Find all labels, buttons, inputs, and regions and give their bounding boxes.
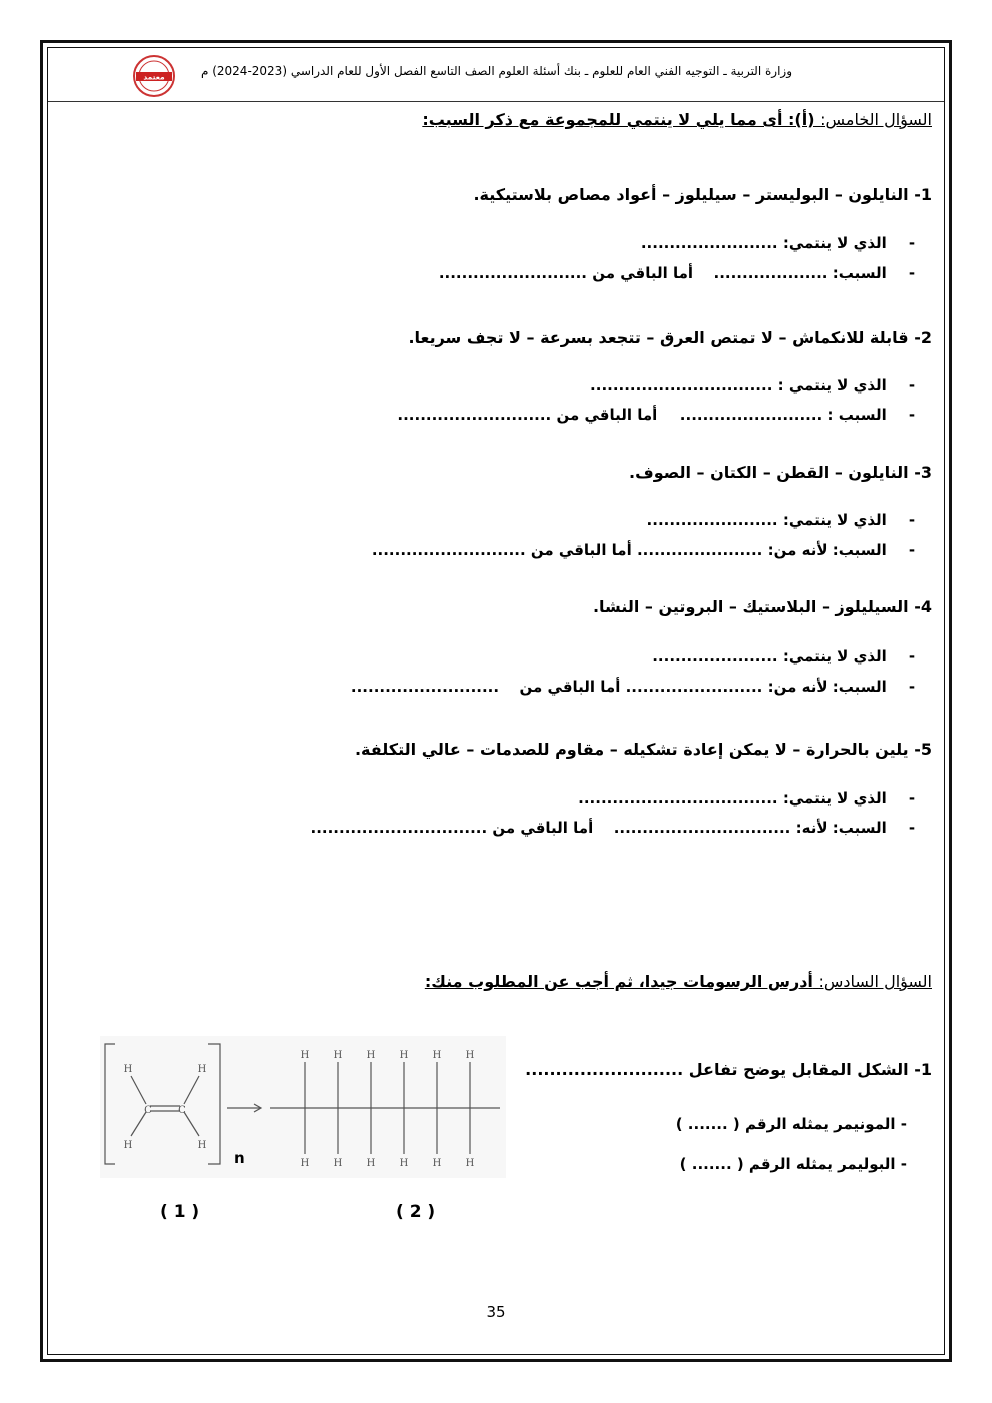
q5-item-4-answer-line: - الذي لا ينتمي: ...................... [652,647,916,665]
q5-item-3-line1-label: الذي لا ينتمي: [782,511,887,529]
q6-item-1-blank[interactable]: .......................... [525,1060,684,1079]
q5-item-3-line2-blank[interactable]: ...................... [636,541,763,559]
q6-title-lead: السؤال السادس: [818,972,932,991]
atom-h: H [123,1064,133,1075]
q5-item-1-line2-label: السبب: [832,264,887,282]
atom-c: C [178,1105,186,1116]
q5-item-3-line2-rest: أما الباقي من [530,541,632,559]
q5-item-1-line1-blank[interactable]: ........................ [640,234,778,252]
bond-c1-h1 [131,1076,146,1104]
q5-item-3-answer-line: - الذي لا ينتمي: ....................... [646,511,916,529]
atom-h: H [333,1050,343,1061]
atom-h: H [432,1050,442,1061]
q5-item-1-line2-blank2[interactable]: .......................... [438,264,587,282]
polymerization-diagram [100,1036,506,1178]
q5-item-2-answer-line: - الذي لا ينتمي : ................................ [590,376,916,394]
q5-item-2-line2-rest: أما الباقي من [556,406,658,424]
atom-h: H [399,1158,409,1169]
q5-item-3: 3- النايلون – القطن – الكتان – الصوف. [629,463,932,482]
q6-polymer-line: - البوليمر يمثله الرقم ( ....... ) [679,1155,907,1173]
q5-item-5-line2-blank2[interactable]: ............................... [310,819,488,837]
atom-h: H [197,1140,207,1151]
q5-title-lead: السؤال الخامس: [820,110,932,129]
atom-h: H [399,1050,409,1061]
q6-item-1-text: 1- الشكل المقابل يوضح تفاعل [688,1060,932,1079]
q6-title [425,972,932,991]
q5-item-2-line2-label: السبب : [827,406,887,424]
q6-title-rest: أدرس الرسومات جيدا، ثم أجب عن المطلوب منك: [424,972,813,991]
atom-h: H [300,1158,310,1169]
atom-c: C [144,1105,152,1116]
approval-seal-icon [132,54,176,98]
q5-title [422,110,932,129]
bond-c2-h2 [184,1112,199,1136]
figure-1-caption: ( 1 ) [160,1202,200,1222]
q5-item-1-answer-line: - الذي لا ينتمي: ........................ [640,234,916,252]
q5-item-4-line1-blank[interactable]: ...................... [652,647,778,665]
q5-item-4-line1-label: الذي لا ينتمي: [782,647,887,665]
q5-item-5-answer-line: - الذي لا ينتمي: ................................... [578,789,916,807]
q5-item-3-line2-label: السبب: لأنه من: [767,541,887,559]
q5-item-4-line2-blank[interactable]: ........................ [625,678,763,696]
q5-item-5: 5- يلين بالحرارة – لا يمكن إعادة تشكيله – مقاوم للصدمات – عالي التكلفة. [354,740,932,759]
q5-item-4: 4- السيليلوز – البلاستيك – البروتين – النشا. [592,597,932,616]
q5-item-1-line1-label: الذي لا ينتمي: [782,234,887,252]
atom-h: H [197,1064,207,1075]
page-number: 35 [486,1303,506,1321]
atom-h: H [333,1158,343,1169]
atom-h: H [366,1158,376,1169]
seal-text: معتمد [143,72,165,82]
q5-item-2-line1-blank[interactable]: ................................ [590,376,773,394]
bond-c2-h1 [184,1076,199,1104]
q5-item-3-line1-blank[interactable]: ....................... [646,511,778,529]
q5-item-2: 2- قابلة للانكماش – لا تمتص العرق – تتجعد بسرعة – لا تجف سريعا. [408,328,932,347]
q5-item-4-line2-rest: أما الباقي من [519,678,621,696]
atom-h: H [300,1050,310,1061]
q5-title-rest: (أ): أى مما يلي لا ينتمي للمجموعة مع ذكر السبب: [422,110,815,129]
figure-2-caption: ( 2 ) [396,1202,436,1222]
atom-h: H [366,1050,376,1061]
q5-item-5-line2-label: السبب: لأنه: [795,819,887,837]
atom-h: H [123,1140,133,1151]
q5-item-5-line1-blank[interactable]: ................................... [578,789,778,807]
q5-item-1-line2-blank[interactable]: .................... [713,264,828,282]
left-bracket [105,1044,115,1164]
q5-item-4-line2-blank2[interactable]: .......................... [350,678,500,696]
atom-h: H [432,1158,442,1169]
q5-item-2-reason-line: - السبب : ......................... أما الباقي من ........................... [397,406,916,424]
header-divider [48,101,944,102]
atom-h: H [465,1050,475,1061]
q5-item-3-reason-line: - السبب: لأنه من: ...................... أما الباقي من ........................... [371,541,916,559]
q5-item-5-line2-rest: أما الباقي من [492,819,594,837]
q5-item-2-line1-label: الذي لا ينتمي : [777,376,887,394]
q5-item-1-reason-line: - السبب: .................... أما الباقي من .......................... [438,264,916,282]
q5-item-4-line2-label: السبب: لأنه من: [767,678,887,696]
header-text: وزارة التربية ـ التوجيه الفني العام للعلوم ـ بنك أسئلة العلوم الصف التاسع الفصل الأول للعام الدراسي (2023-2024) م [200,64,792,78]
q5-item-2-line2-blank2[interactable]: ........................... [397,406,552,424]
q5-item-1-line2-rest: أما الباقي من [592,264,694,282]
q5-item-1: 1- النايلون – البوليستر – سيليلوز – أعواد مصاص بلاستيكية. [473,185,932,204]
q6-monomer-line: - المونيمر يمثله الرقم ( ....... ) [675,1115,907,1133]
q5-item-5-reason-line: - السبب: لأنه: ............................... أما الباقي من ............................... [310,819,916,837]
q5-item-2-line2-blank[interactable]: ......................... [679,406,823,424]
atom-h: H [465,1158,475,1169]
q5-item-4-reason-line: - السبب: لأنه من: ........................ أما الباقي من .......................... [350,678,916,696]
q5-item-5-line2-blank[interactable]: ............................... [613,819,791,837]
q6-item-1 [525,1060,932,1079]
q5-item-5-line1-label: الذي لا ينتمي: [782,789,887,807]
n-subscript: n [234,1149,245,1167]
right-bracket [208,1044,220,1164]
q5-item-3-line2-blank2[interactable]: ........................... [371,541,526,559]
